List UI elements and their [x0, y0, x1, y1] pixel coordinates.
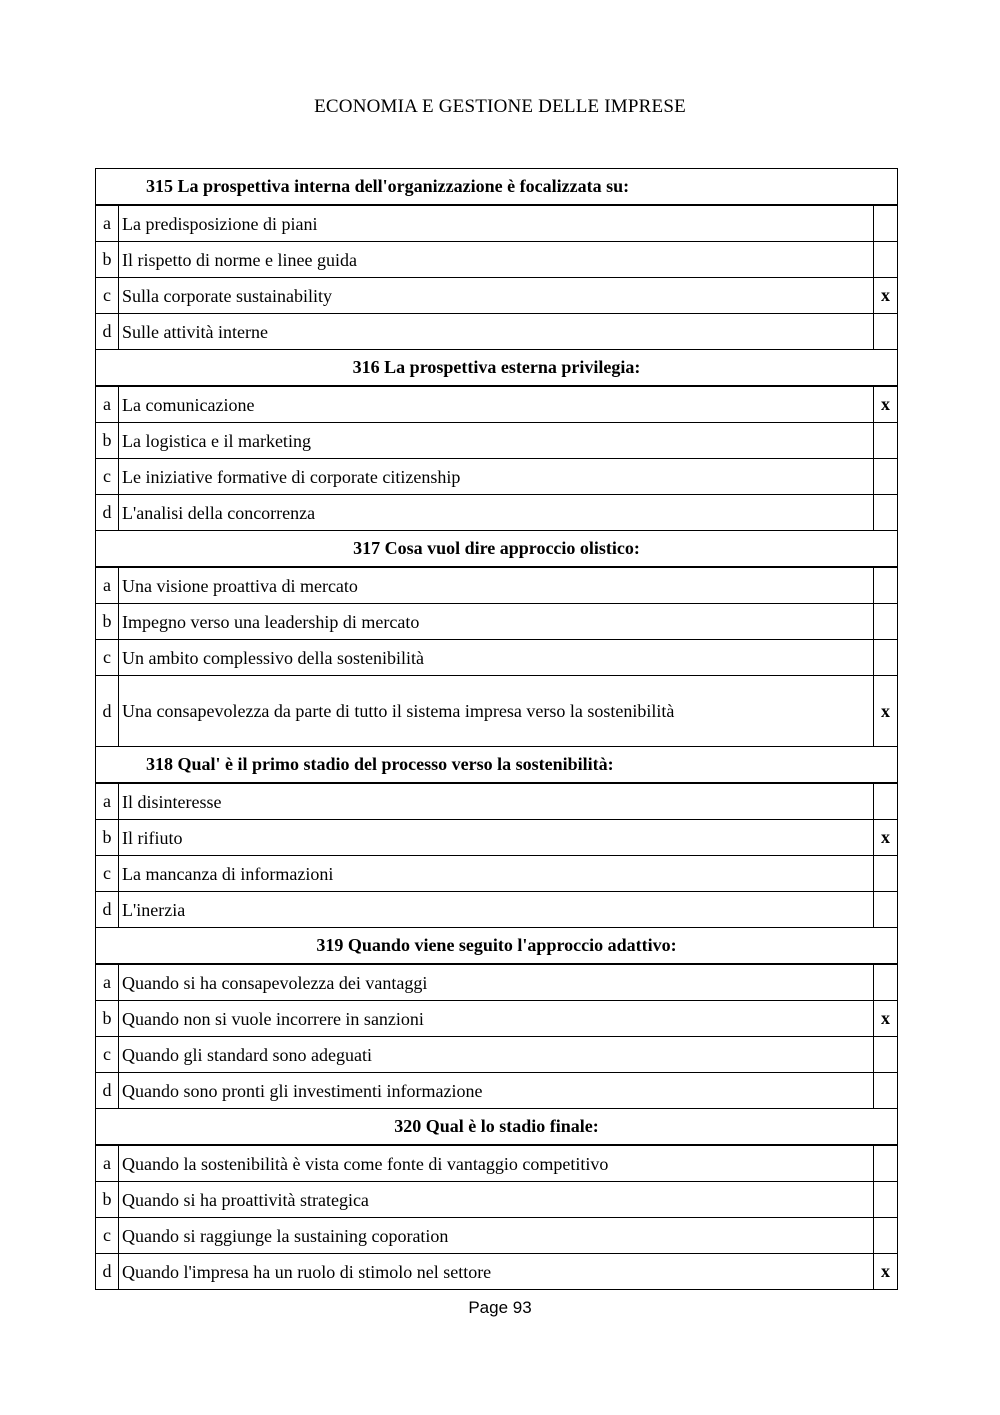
- answer-letter: c: [96, 640, 119, 676]
- answer-text: Quando l'impresa ha un ruolo di stimolo nel settore: [119, 1254, 874, 1290]
- answer-letter: b: [96, 604, 119, 640]
- answer-text: La logistica e il marketing: [119, 423, 874, 459]
- answer-text: Il rispetto di norme e linee guida: [119, 242, 874, 278]
- answer-letter: b: [96, 1001, 119, 1037]
- correct-answer-mark: [873, 314, 897, 350]
- answer-text: Quando si raggiunge la sustaining coporation: [119, 1218, 874, 1254]
- correct-answer-mark: [873, 640, 897, 676]
- page-number: Page 93: [468, 1298, 532, 1317]
- correct-answer-mark: [873, 964, 897, 1001]
- correct-answer-mark: [873, 495, 897, 531]
- question-row: [96, 169, 898, 206]
- answer-text: Impegno verso una leadership di mercato: [119, 604, 874, 640]
- answer-text: Le iniziative formative di corporate citizenship: [119, 459, 874, 495]
- answer-letter: a: [96, 567, 119, 604]
- answer-text: Sulle attività interne: [119, 314, 874, 350]
- correct-answer-mark: [873, 1037, 897, 1073]
- answer-letter: d: [96, 676, 119, 747]
- answer-row: [96, 567, 898, 604]
- question-text: 316 La prospettiva esterna privilegia:: [96, 350, 898, 387]
- correct-answer-mark: x: [873, 820, 897, 856]
- answer-row: [96, 676, 898, 747]
- answer-letter: a: [96, 1145, 119, 1182]
- question-text: 318 Qual' è il primo stadio del processo verso la sostenibilità:: [96, 747, 898, 784]
- answer-text: La mancanza di informazioni: [119, 856, 874, 892]
- answer-row: [96, 1001, 898, 1037]
- answer-row: [96, 242, 898, 278]
- question-text: 315 La prospettiva interna dell'organizzazione è focalizzata su:: [96, 169, 898, 206]
- answer-letter: a: [96, 386, 119, 423]
- correct-answer-mark: [873, 567, 897, 604]
- answer-text: La predisposizione di piani: [119, 205, 874, 242]
- answer-row: [96, 423, 898, 459]
- answer-row: [96, 640, 898, 676]
- answer-letter: c: [96, 856, 119, 892]
- correct-answer-mark: [873, 1145, 897, 1182]
- correct-answer-mark: [873, 604, 897, 640]
- correct-answer-mark: x: [873, 1001, 897, 1037]
- correct-answer-mark: [873, 242, 897, 278]
- answer-row: [96, 314, 898, 350]
- answer-letter: a: [96, 783, 119, 820]
- answer-text: Sulla corporate sustainability: [119, 278, 874, 314]
- answer-row: [96, 386, 898, 423]
- correct-answer-mark: x: [873, 676, 897, 747]
- answer-letter: b: [96, 423, 119, 459]
- question-text: 319 Quando viene seguito l'approccio adattivo:: [96, 928, 898, 965]
- answer-letter: b: [96, 1182, 119, 1218]
- answer-letter: c: [96, 1037, 119, 1073]
- correct-answer-mark: [873, 1218, 897, 1254]
- answer-letter: c: [96, 1218, 119, 1254]
- question-row: [96, 747, 898, 784]
- answer-letter: c: [96, 459, 119, 495]
- answer-row: [96, 604, 898, 640]
- answer-row: [96, 1254, 898, 1290]
- answer-row: [96, 459, 898, 495]
- correct-answer-mark: x: [873, 386, 897, 423]
- answer-row: [96, 1182, 898, 1218]
- correct-answer-mark: [873, 892, 897, 928]
- answer-letter: c: [96, 278, 119, 314]
- answer-row: [96, 278, 898, 314]
- answer-letter: b: [96, 242, 119, 278]
- answer-row: [96, 1073, 898, 1109]
- answer-letter: a: [96, 964, 119, 1001]
- answer-text: Una consapevolezza da parte di tutto il sistema impresa verso la sostenibilità: [119, 676, 874, 747]
- answer-row: [96, 783, 898, 820]
- question-row: [96, 928, 898, 965]
- answer-text: L'analisi della concorrenza: [119, 495, 874, 531]
- answer-text: L'inerzia: [119, 892, 874, 928]
- answer-letter: d: [96, 892, 119, 928]
- question-row: [96, 1109, 898, 1146]
- answer-letter: d: [96, 1254, 119, 1290]
- correct-answer-mark: [873, 423, 897, 459]
- correct-answer-mark: [873, 459, 897, 495]
- correct-answer-mark: x: [873, 278, 897, 314]
- answer-text: Quando la sostenibilità è vista come fonte di vantaggio competitivo: [119, 1145, 874, 1182]
- answer-text: Quando sono pronti gli investimenti informazione: [119, 1073, 874, 1109]
- question-row: [96, 531, 898, 568]
- document-title: ECONOMIA E GESTIONE DELLE IMPRESE: [314, 96, 686, 117]
- correct-answer-mark: x: [873, 1254, 897, 1290]
- answer-row: [96, 1037, 898, 1073]
- answer-row: [96, 892, 898, 928]
- question-row: [96, 350, 898, 387]
- answer-letter: b: [96, 820, 119, 856]
- answer-row: [96, 820, 898, 856]
- answer-text: Quando gli standard sono adeguati: [119, 1037, 874, 1073]
- answer-row: [96, 205, 898, 242]
- answer-letter: d: [96, 314, 119, 350]
- question-text: 320 Qual è lo stadio finale:: [96, 1109, 898, 1146]
- quiz-table-body: [96, 169, 898, 1290]
- answer-row: [96, 1145, 898, 1182]
- answer-text: Una visione proattiva di mercato: [119, 567, 874, 604]
- correct-answer-mark: [873, 856, 897, 892]
- correct-answer-mark: [873, 205, 897, 242]
- quiz-table: [95, 168, 898, 1290]
- answer-text: Il disinteresse: [119, 783, 874, 820]
- question-text: 317 Cosa vuol dire approccio olistico:: [96, 531, 898, 568]
- answer-row: [96, 856, 898, 892]
- correct-answer-mark: [873, 1073, 897, 1109]
- answer-text: Un ambito complessivo della sostenibilità: [119, 640, 874, 676]
- answer-letter: a: [96, 205, 119, 242]
- answer-text: Quando si ha proattività strategica: [119, 1182, 874, 1218]
- answer-letter: d: [96, 1073, 119, 1109]
- answer-row: [96, 964, 898, 1001]
- answer-row: [96, 1218, 898, 1254]
- answer-text: Quando non si vuole incorrere in sanzioni: [119, 1001, 874, 1037]
- answer-text: Il rifiuto: [119, 820, 874, 856]
- answer-text: Quando si ha consapevolezza dei vantaggi: [119, 964, 874, 1001]
- answer-text: La comunicazione: [119, 386, 874, 423]
- answer-letter: d: [96, 495, 119, 531]
- answer-row: [96, 495, 898, 531]
- correct-answer-mark: [873, 783, 897, 820]
- correct-answer-mark: [873, 1182, 897, 1218]
